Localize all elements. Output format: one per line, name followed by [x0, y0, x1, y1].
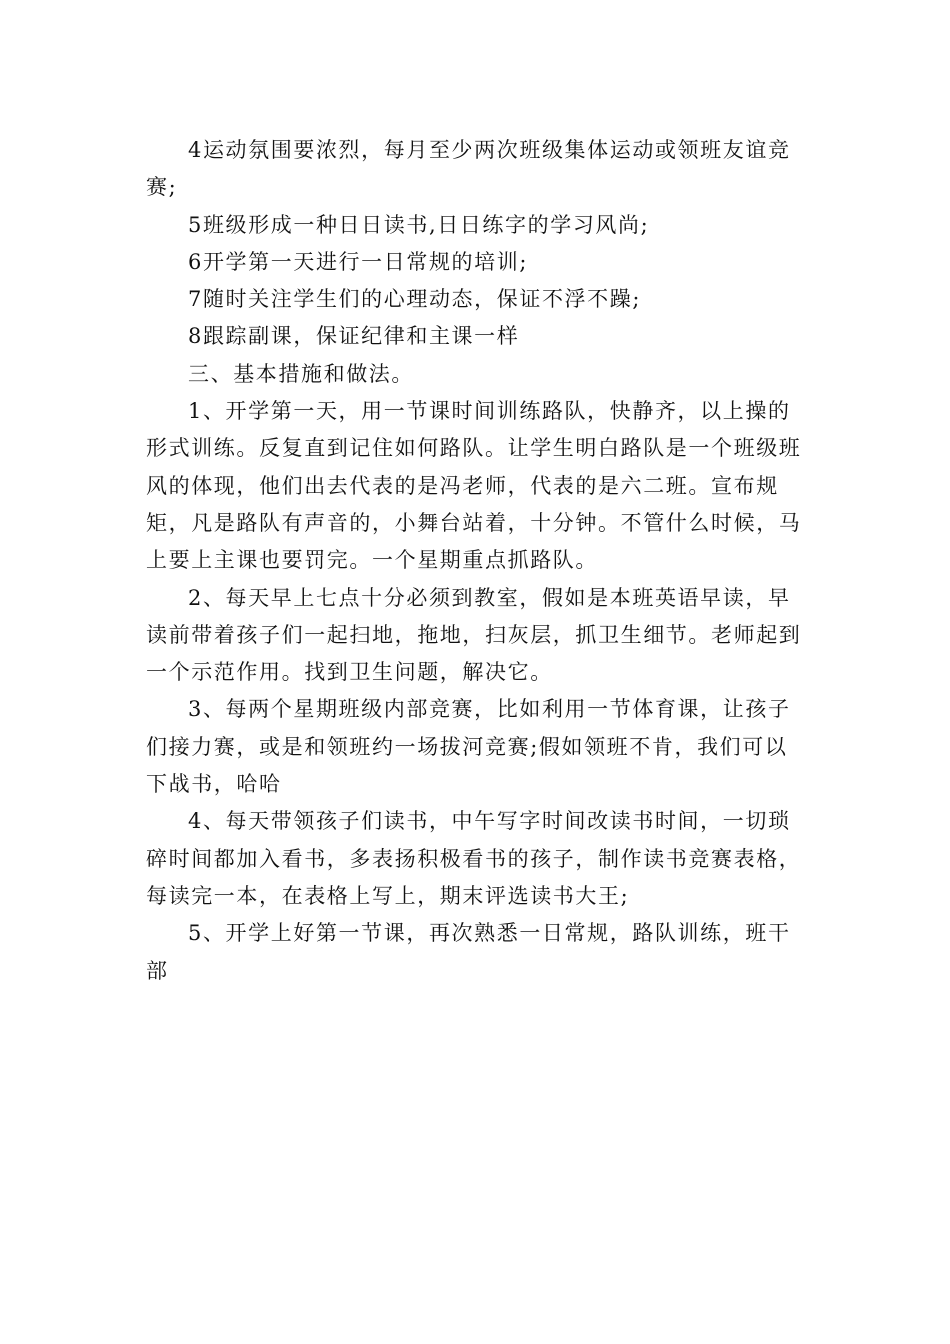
section-heading-measures: 三、基本措施和做法。: [188, 361, 414, 386]
paragraph-measure-2: 2、每天早上七点十分必须到教室，假如是本班英语早读，早读前带着孩子们一起扫地，拖地，扫灰层，抓卫生细节。老师起到一个示范作用。找到卫生问题，解决它。: [146, 585, 802, 685]
paragraph-measure-3: 3、每两个星期班级内部竞赛，比如利用一节体育课，让孩子们接力赛，或是和领班约一场拔河竞赛;假如领班不肯，我们可以下战书，哈哈: [146, 697, 791, 797]
paragraph-goal-5: 5班级形成一种日日读书,日日练字的学习风尚;: [188, 212, 650, 237]
paragraph-measure-1: 1、开学第一天，用一节课时间训练路队，快静齐，以上操的形式训练。反复直到记住如何路队。让学生明白路队是一个班级班风的体现，他们出去代表的是冯老师，代表的是六二班。宣布规矩，凡是路队有声音的，小舞台站着，十分钟。不管什么时候，马上要上主课也要罚完。一个星期重点抓路队。: [146, 399, 802, 573]
paragraph-goal-6: 6开学第一天进行一日常规的培训;: [188, 249, 529, 274]
paragraph-measure-5: 5、开学上好第一节课，再次熟悉一日常规，路队训练，班干部: [146, 921, 791, 983]
paragraph-measure-4: 4、每天带领孩子们读书，中午写字时间改读书时间，一切琐碎时间都加入看书，多表扬积极看书的孩子，制作读书竞赛表格，每读完一本，在表格上写上，期末评选读书大王;: [146, 809, 802, 908]
paragraph-goal-8: 8跟踪副课，保证纪律和主课一样: [188, 324, 520, 349]
paragraph-goal-7: 7随时关注学生们的心理动态，保证不浮不躁;: [188, 287, 642, 312]
body-text: [146, 132, 806, 990]
paragraph-goal-4: 4运动氛围要浓烈，每月至少两次班级集体运动或领班友谊竞赛;: [146, 138, 791, 200]
